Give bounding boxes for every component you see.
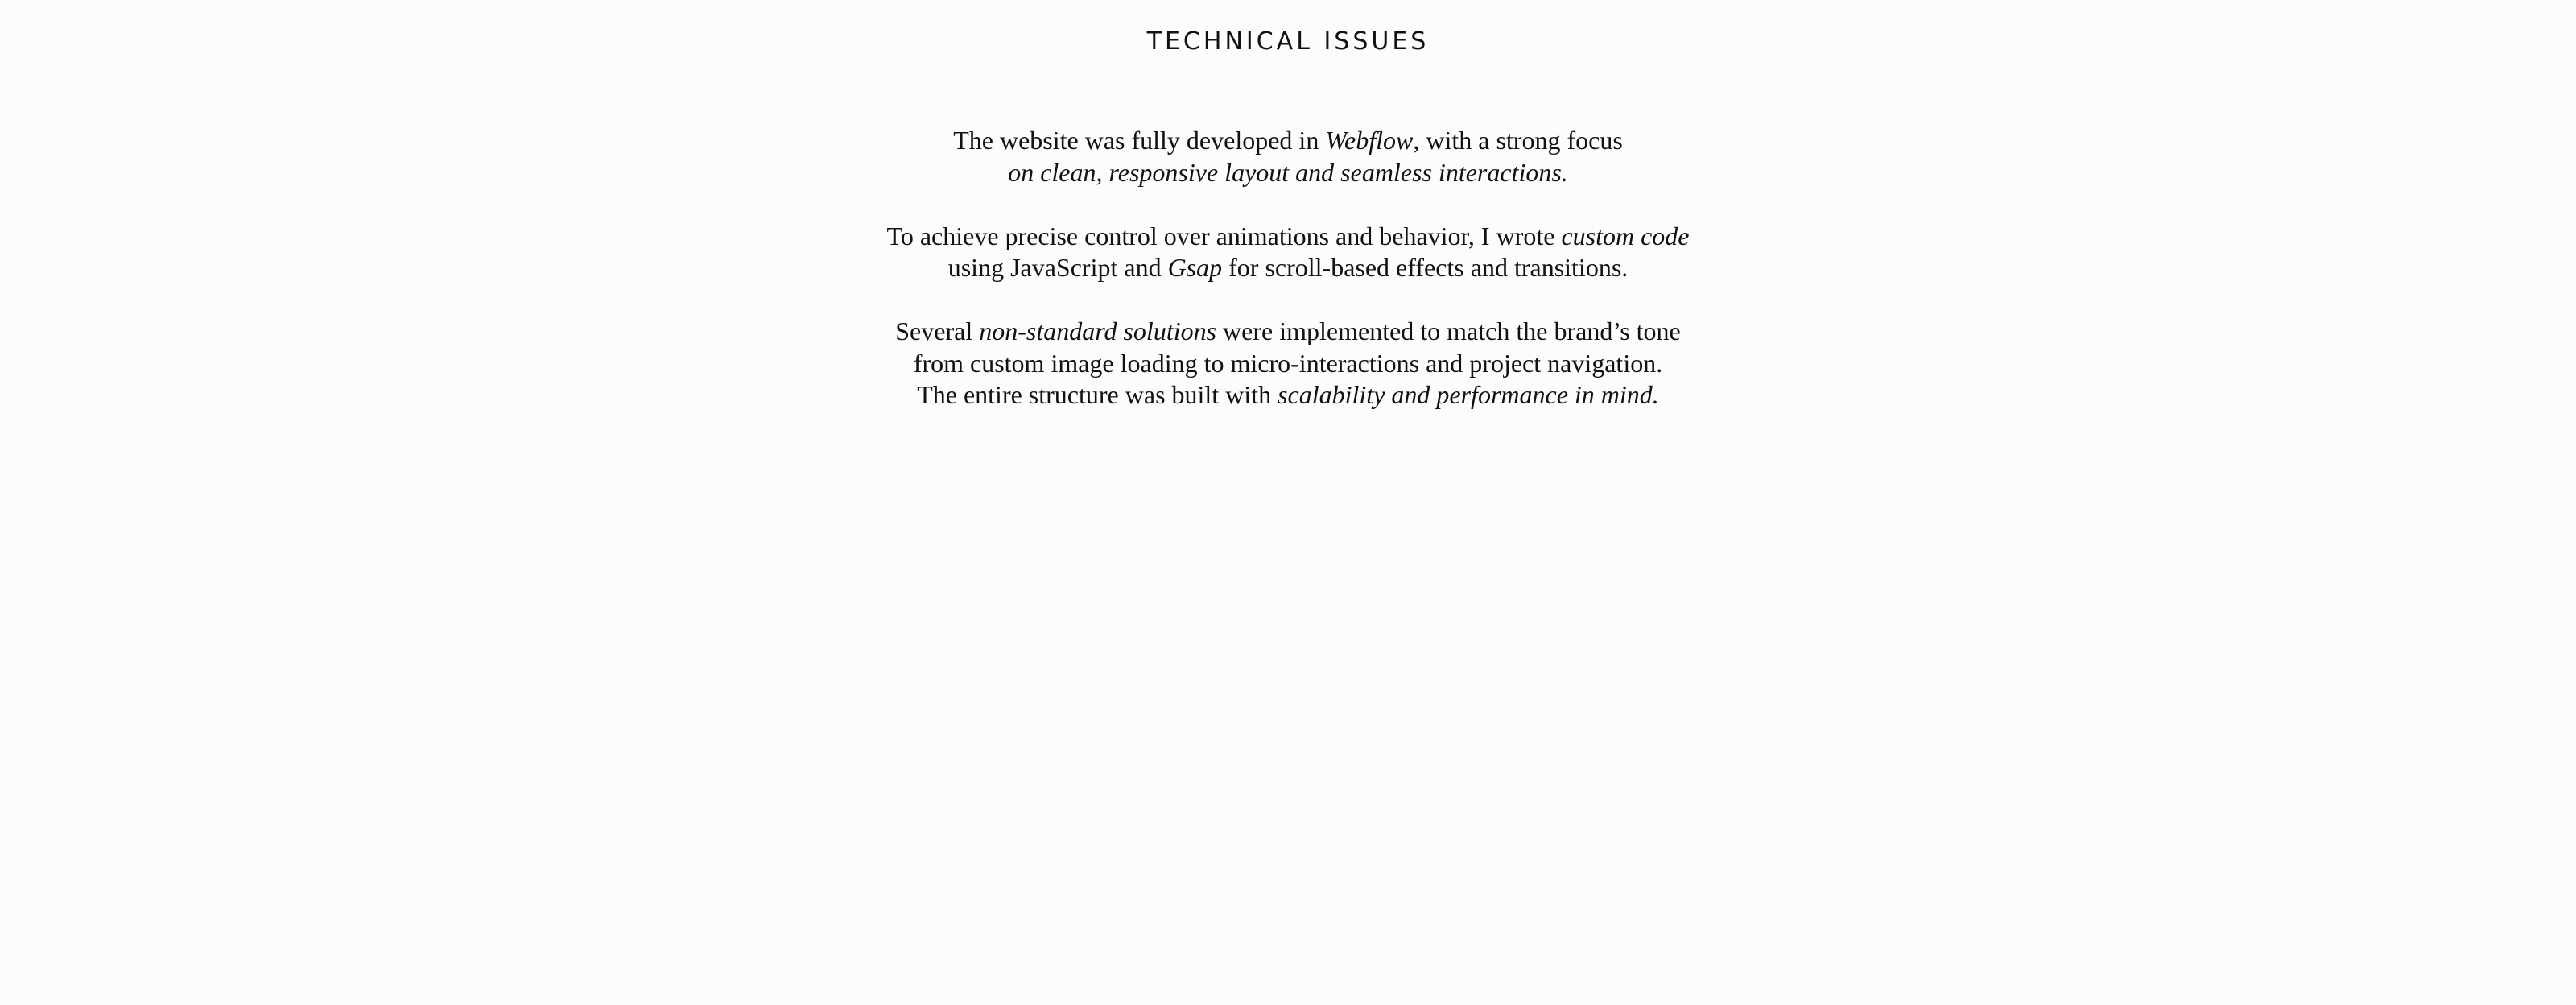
text-segment: Several — [895, 316, 980, 345]
emphasis-text: custom code — [1561, 221, 1690, 250]
text-line — [0, 252, 2576, 284]
text-segment: The entire structure was built with — [917, 380, 1278, 409]
emphasis-text: Webflow — [1325, 126, 1414, 155]
description-text — [0, 125, 2576, 443]
emphasis-text: on clean, responsive layout and seamless interactions. — [1008, 157, 1568, 187]
paragraph-solutions — [0, 316, 2576, 412]
text-segment: from custom image loading to micro-interactions and project navigation. — [913, 348, 1663, 378]
text-line — [0, 379, 2576, 412]
text-line — [0, 316, 2576, 348]
text-segment: were implemented to match the brand’s tone — [1216, 316, 1681, 345]
text-segment: The website was fully developed in — [953, 126, 1326, 155]
paragraph-custom-code — [0, 221, 2576, 284]
emphasis-text: scalability and performance in mind. — [1278, 380, 1659, 409]
emphasis-text: Gsap — [1167, 253, 1223, 282]
section-heading: TECHNICAL ISSUES — [1146, 27, 1430, 56]
paragraph-webflow — [0, 125, 2576, 188]
text-line — [0, 221, 2576, 253]
emphasis-text: non-standard solutions — [979, 316, 1217, 345]
text-line — [0, 157, 2576, 189]
text-segment: using JavaScript and — [947, 253, 1168, 282]
text-segment: To achieve precise control over animations and behavior, I wrote — [886, 221, 1562, 250]
text-line — [0, 125, 2576, 157]
text-line — [0, 348, 2576, 380]
text-segment: for scroll-based effects and transitions. — [1222, 253, 1629, 282]
text-segment: , with a strong focus — [1413, 126, 1623, 155]
